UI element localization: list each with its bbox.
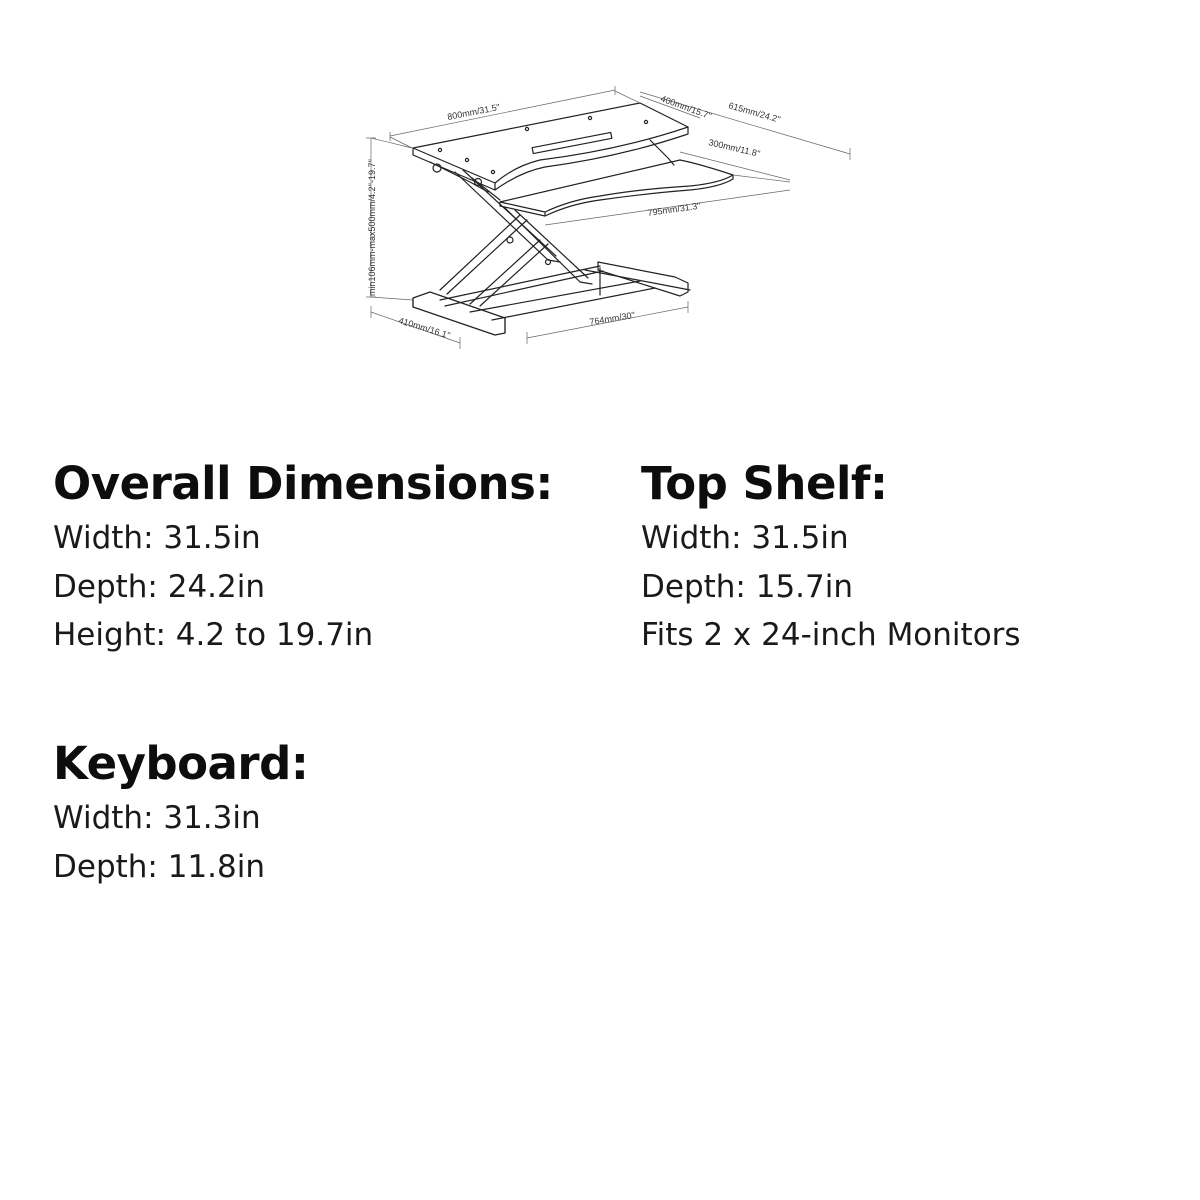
top-shelf-section: [641, 458, 1021, 660]
dim-label-top-width: 800mm/31.5'': [446, 101, 501, 122]
top-shelf-monitor-fit: Fits 2 x 24-inch Monitors: [641, 617, 1021, 653]
overall-dimensions-heading: Overall Dimensions:: [53, 457, 553, 510]
overall-dimensions-list: [53, 514, 553, 660]
base-frame-drawing: [413, 262, 690, 335]
dim-label-overall-depth: 615mm/24.2'': [727, 100, 782, 125]
overall-dimensions-section: [53, 458, 553, 660]
scissor-lift-drawing: [440, 170, 592, 306]
keyboard-depth: Depth: 11.8in: [53, 848, 266, 885]
top-shelf-depth: Depth: 15.7in: [641, 568, 854, 605]
dim-label-height: min106mm-max500mm/4.2''-19.7'': [367, 159, 377, 296]
overall-height: Height: 4.2 to 19.7in: [53, 617, 374, 653]
keyboard-width: Width: 31.3in: [53, 800, 261, 836]
keyboard-section: [53, 738, 308, 891]
dim-label-base-width: 764mm/30'': [588, 309, 636, 327]
top-shelf-list: [641, 514, 1021, 660]
top-shelf-width: Width: 31.5in: [641, 520, 849, 556]
desk-converter-diagram: [355, 80, 855, 355]
dim-label-base-depth: 410mm/16.1'': [397, 315, 452, 341]
overall-width: Width: 31.5in: [53, 520, 261, 556]
top-shelf-heading: Top Shelf:: [641, 457, 888, 510]
keyboard-list: [53, 794, 308, 891]
dim-label-keyboard-width: 795mm/31.3'': [646, 200, 702, 218]
keyboard-heading: Keyboard:: [53, 737, 309, 790]
overall-depth: Depth: 24.2in: [53, 568, 266, 605]
dim-label-keyboard-depth: 300mm/11.8'': [707, 137, 762, 159]
dim-label-top-depth: 400mm/15.7'': [659, 93, 713, 122]
